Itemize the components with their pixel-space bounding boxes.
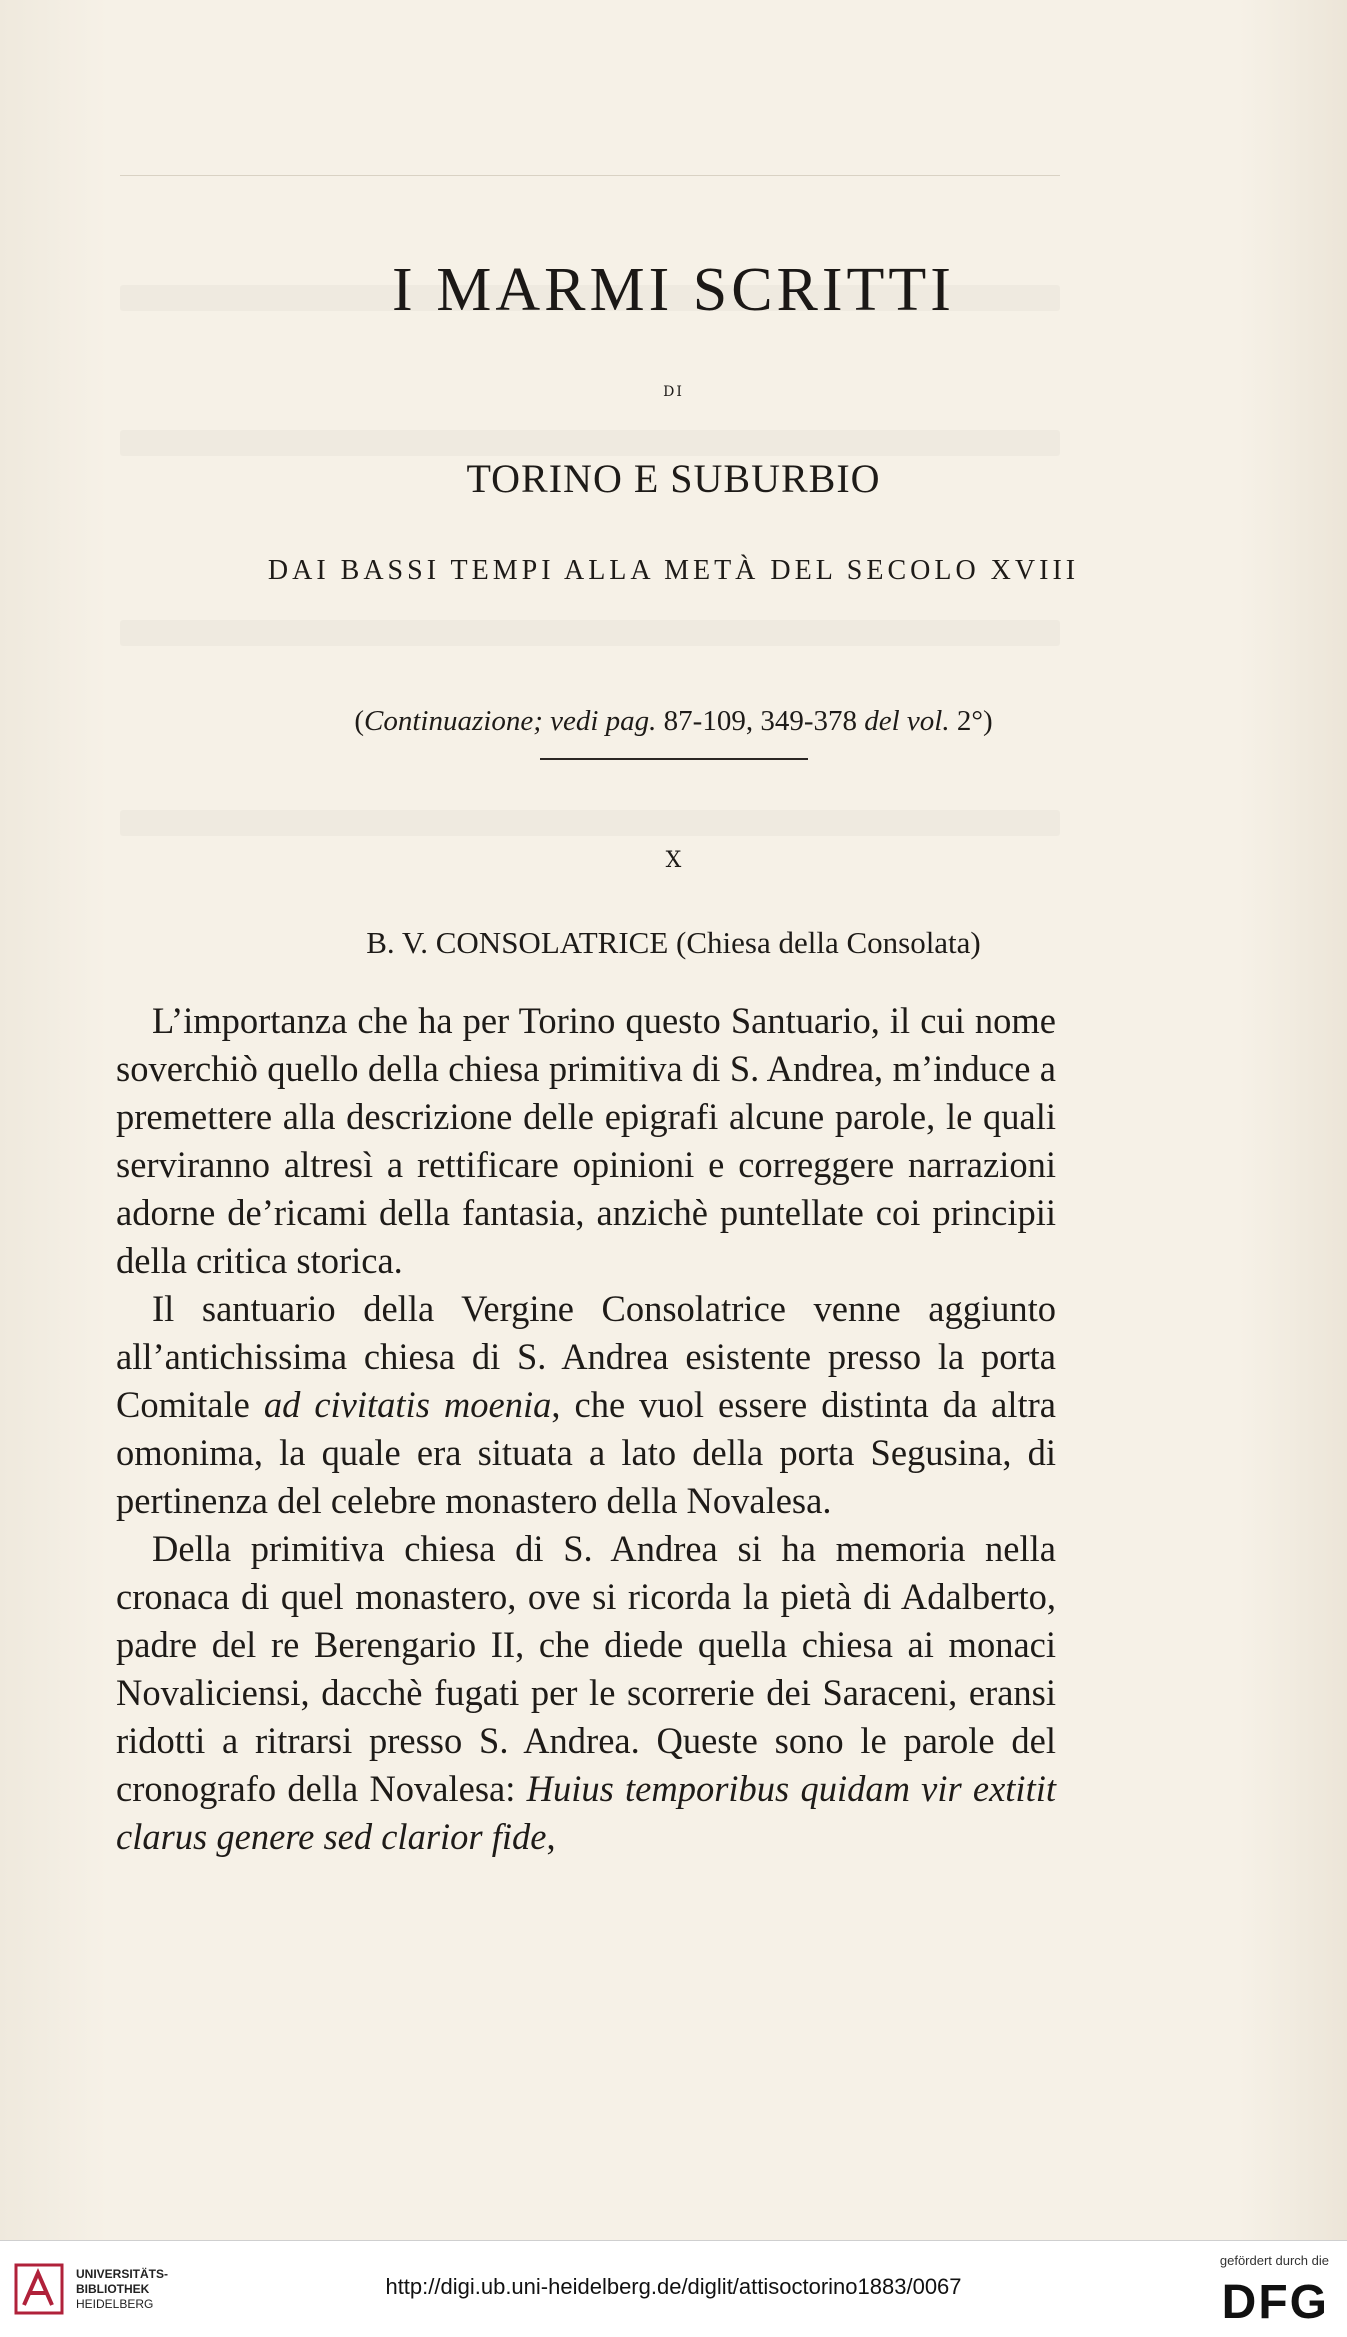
page-title: I MARMI SCRITTI [392,256,955,324]
bleed-through [120,810,1060,836]
paragraph-3 [116,1525,1056,1861]
funding-caption: gefördert durch die [1219,2253,1329,2268]
header-rule [120,175,1060,176]
continuation-label: Continuazione; vedi pag. [364,705,657,737]
paragraph-3-part-a: Della primitiva chiesa di S. Andrea si ha memoria nella cronaca di quel monastero, ove si ricorda la pietà di Adalberto, padre del re Berengario II, che diede quella chiesa ai monaci Novaliciensi, dacchè fugati per le scorrerie dei Saraceni, eransi ridotti a ritrarsi presso S. Andrea. Queste sono le parole del cronografo della Novalesa: [116,1528,1056,1809]
bleed-through [120,620,1060,646]
paragraph-2-part-a: Il santuario della Vergine Consolatrice venne aggiunto all’antichissima chiesa di S. Andrea esistente presso la porta Comitale [116,1288,1056,1425]
period-line: DAI BASSI TEMPI ALLA METÀ DEL SECOLO XVIII [267,555,1080,586]
continuation-note [0,705,1347,738]
continuation-vol: 2°) [949,705,993,737]
title-connector: DI [663,384,684,400]
bleed-through [120,430,1060,456]
footer-bar [0,2240,1347,2337]
permalink-url[interactable]: http://digi.ub.uni-heidelberg.de/diglit/attisoctorino1883/0067 [385,2274,962,2299]
paragraph-2 [116,1285,1056,1525]
section-number: X [665,848,682,873]
paragraph-2-part-b: , che vuol essere distinta da altra omonima, la quale era situata a lato della porta Segusina, di pertinenza del celebre monastero della Novalesa. [116,1384,1056,1521]
library-line-2: BIBLIOTHEK [76,2282,150,2296]
divider-rule [540,758,808,760]
paragraph-1: L’importanza che ha per Torino questo Santuario, il cui nome soverchiò quello della chiesa primitiva di S. Andrea, m’induce a premettere alla descrizione delle epigrafi alcune parole, le quali serviranno altresì a rettificare opinioni e correggere narrazioni adorne de’ricami della fantasia, anzichè puntellate coi principii della critica storica. [116,1000,1056,1281]
paragraph-3-latin: Huius temporibus quidam vir extitit clarus genere sed clarior fide [116,1768,1056,1857]
section-heading: B. V. CONSOLATRICE (Chiesa della Consolata) [366,925,981,960]
library-line-1: UNIVERSITÄTS- [76,2267,169,2281]
paragraph-2-latin: ad civitatis moenia [263,1384,552,1425]
body-text [116,997,1056,1861]
paragraph-3-part-b: , [546,1816,556,1857]
continuation-open: ( [354,705,365,737]
page-subtitle: TORINO E SUBURBIO [466,456,881,501]
library-line-3: HEIDELBERG [76,2297,154,2311]
continuation-pages: 87-109, 349-378 [656,705,865,737]
dfg-logo[interactable]: DFG [1221,2276,1329,2329]
continuation-vol-label: del vol. [864,705,950,737]
